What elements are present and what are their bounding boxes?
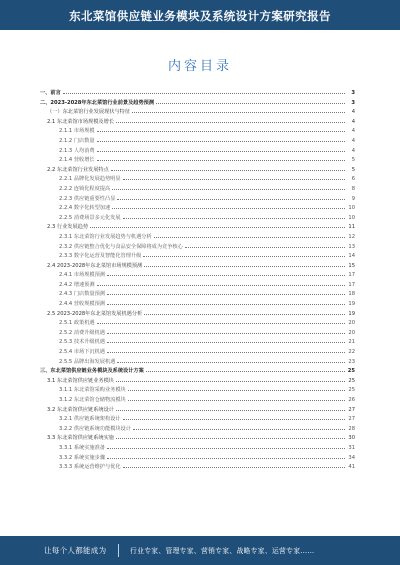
toc-leader-dots — [112, 184, 345, 190]
toc-page-number: 19 — [348, 301, 355, 308]
toc-leader-dots — [117, 357, 345, 363]
toc-entry-text: 2.5.3 技术升级机遇 — [59, 339, 105, 346]
toc-entry-text: 3.2.2 供应链系统功能模块设计 — [59, 425, 131, 432]
toc-page-number: 3 — [351, 90, 355, 96]
toc-entry-text: 二、2023-2028年东北菜馆行业前景及趋势预测 — [40, 99, 155, 106]
toc-entry[interactable] — [40, 126, 355, 136]
toc-entry-text: 2.2.2 连锁化程度提高 — [59, 185, 111, 192]
toc-page-number: 20 — [348, 320, 355, 327]
toc-entry[interactable] — [40, 261, 355, 271]
toc-page-number: 8 — [351, 185, 355, 192]
toc-entry[interactable] — [40, 443, 355, 453]
toc-entry-text: 2.5.4 市场下沉机遇 — [59, 349, 105, 356]
toc-page-number: 4 — [351, 137, 355, 144]
toc-entry-text: 3.3 东北菜馆供应链系统实施 — [47, 435, 114, 442]
toc-page-number: 18 — [348, 291, 355, 298]
toc-entry[interactable] — [40, 222, 355, 232]
toc-leader-dots — [154, 232, 345, 238]
toc-leader-dots — [133, 424, 345, 430]
toc-entry[interactable] — [40, 213, 355, 223]
toc-entry-text: 2.1 东北菜馆市场规模及增长 — [47, 118, 114, 125]
toc-page-number: 6 — [351, 176, 355, 183]
toc-entry[interactable] — [40, 424, 355, 434]
toc-leader-dots — [144, 309, 345, 315]
toc-page-number: 25 — [348, 387, 355, 394]
toc-page-number: 20 — [348, 329, 355, 336]
toc-entry-text: 2.2.1 品牌化发展趋势明显 — [59, 176, 121, 183]
toc-entry-text: 2.4.3 门店数量预测 — [59, 291, 105, 298]
toc-leader-dots — [97, 136, 345, 142]
toc-entry-text: 2.3.3 数字化运营及智能化管理升级 — [59, 253, 142, 260]
toc-entry[interactable] — [40, 232, 355, 242]
toc-leader-dots — [144, 261, 345, 267]
toc-entry[interactable] — [40, 299, 355, 309]
toc-page-number: 41 — [348, 464, 355, 471]
toc-leader-dots — [143, 251, 345, 257]
toc-entry[interactable] — [40, 88, 355, 98]
toc-entry[interactable] — [40, 347, 355, 357]
toc-entry[interactable] — [40, 337, 355, 347]
header-banner — [0, 0, 400, 30]
toc-entry-text: 2.3 行业发展趋势 — [47, 224, 89, 231]
table-of-contents — [40, 88, 355, 472]
toc-entry-text: 2.5.1 政策机遇 — [59, 320, 95, 327]
toc-page-number: 15 — [348, 262, 355, 269]
toc-leader-dots — [63, 88, 345, 94]
toc-entry[interactable] — [40, 270, 355, 280]
toc-page-number: 28 — [348, 425, 355, 432]
toc-entry-text: 3.3.2 系统实施步骤 — [59, 454, 105, 461]
report-title: 东北菜馆供应链业务模块及系统设计方案研究报告 — [69, 9, 331, 23]
toc-page-number: 25 — [348, 377, 355, 384]
toc-entry[interactable] — [40, 433, 355, 443]
toc-page-number: 26 — [348, 397, 355, 403]
toc-entry[interactable] — [40, 98, 355, 108]
toc-leader-dots — [97, 155, 345, 161]
toc-leader-dots — [107, 328, 345, 334]
toc-entry-text: 2.1.2 门店数量 — [59, 137, 95, 144]
toc-page-number: 27 — [348, 406, 355, 413]
toc-entry-text: 2.5.5 品牌出海发展机遇 — [59, 358, 116, 365]
toc-leader-dots — [107, 299, 345, 305]
toc-leader-dots — [97, 280, 345, 286]
toc-page-number: 23 — [348, 358, 355, 365]
toc-page-number: 5 — [351, 166, 355, 173]
footer-slogan: 让每个人都能成为 — [44, 546, 107, 555]
toc-entry-text: 2.3.2 供应链整合优化与食品安全保障将成为竞争核心 — [59, 243, 183, 250]
toc-leader-dots — [146, 366, 345, 372]
toc-entry-text: 2.4.4 营收规模预测 — [59, 301, 105, 308]
toc-entry[interactable] — [40, 289, 355, 299]
toc-entry-text: 三、东北菜馆供应链业务模块及系统设计方案 — [40, 368, 144, 375]
toc-entry[interactable] — [40, 385, 355, 395]
toc-leader-dots — [123, 174, 345, 180]
toc-page-number: 31 — [348, 444, 355, 451]
toc-page-number: 13 — [348, 243, 355, 250]
toc-entry[interactable] — [40, 184, 355, 194]
toc-entry-text: 2.3.1 东北菜馆行业发展趋势与机遇分析 — [59, 233, 152, 240]
toc-entry-text: 2.4.2 增速预测 — [59, 281, 95, 288]
toc-leader-dots — [123, 213, 345, 219]
toc-leader-dots — [185, 242, 345, 248]
toc-page-number: 17 — [348, 281, 355, 288]
toc-page-number: 25 — [347, 368, 355, 375]
toc-heading: 内容目录 — [167, 59, 232, 74]
toc-entry[interactable] — [40, 242, 355, 252]
toc-entry-text: 2.5 2023-2028年东北菜馆发展机遇分析 — [47, 310, 143, 317]
toc-leader-dots — [97, 126, 345, 132]
toc-page-number: 27 — [348, 416, 355, 423]
toc-page-number: 5 — [351, 157, 355, 164]
footer-banner — [0, 536, 400, 565]
toc-page-number: 34 — [348, 454, 355, 461]
toc-page-number: 4 — [351, 147, 355, 154]
toc-entry[interactable] — [40, 453, 355, 463]
toc-entry-text: 3.1 东北菜馆供应链业务模块 — [47, 377, 114, 384]
toc-entry[interactable] — [40, 194, 355, 204]
toc-leader-dots — [97, 318, 345, 324]
toc-page-number: 12 — [348, 233, 355, 240]
footer-tagline: 行业专家、管理专家、营销专家、战略专家、运营专家…… — [130, 547, 315, 555]
toc-leader-dots — [107, 289, 345, 295]
toc-entry[interactable] — [40, 462, 355, 472]
toc-entry-text: 2.2.3 供应链重要性凸显 — [59, 195, 116, 202]
toc-entry[interactable] — [40, 395, 355, 405]
toc-page-number: 14 — [348, 253, 355, 260]
toc-entry-text: 2.4.1 市场规模预测 — [59, 272, 105, 279]
toc-entry[interactable] — [40, 405, 355, 415]
toc-entry-text: 2.2.5 消费场景多元化发展 — [59, 214, 121, 221]
toc-entry[interactable] — [40, 357, 355, 367]
toc-page-number: 3 — [351, 99, 355, 106]
toc-entry-text: 2.1.3 人均消费 — [59, 147, 95, 154]
toc-leader-dots — [132, 107, 345, 113]
toc-entry[interactable] — [40, 328, 355, 338]
toc-leader-dots — [128, 385, 345, 391]
toc-entry-text: 一、前言 — [40, 90, 61, 96]
toc-leader-dots — [107, 443, 345, 449]
toc-leader-dots — [156, 98, 345, 104]
toc-entry[interactable] — [40, 203, 355, 213]
toc-page-number: 4 — [351, 118, 355, 125]
toc-page-number: 19 — [348, 310, 355, 317]
toc-page-number: 22 — [348, 349, 355, 356]
toc-leader-dots — [90, 222, 345, 228]
footer-divider — [118, 544, 119, 557]
toc-leader-dots — [123, 414, 345, 420]
toc-leader-dots — [112, 203, 345, 209]
toc-page-number: 10 — [348, 205, 355, 212]
toc-entry[interactable] — [40, 155, 355, 165]
toc-entry[interactable] — [40, 366, 355, 376]
toc-entry[interactable] — [40, 117, 355, 127]
toc-leader-dots — [116, 117, 345, 123]
toc-leader-dots — [116, 376, 345, 382]
toc-entry[interactable] — [40, 107, 355, 117]
toc-entry[interactable] — [40, 280, 355, 290]
toc-leader-dots — [116, 433, 345, 439]
toc-leader-dots — [123, 462, 345, 468]
toc-entry[interactable] — [40, 174, 355, 184]
toc-entry-text: 3.2 东北菜馆供应链系统设计 — [47, 406, 114, 413]
toc-page-number: 4 — [351, 128, 355, 135]
toc-entry-text: 2.5.2 消费升级机遇 — [59, 329, 105, 336]
toc-leader-dots — [107, 453, 345, 459]
toc-leader-dots — [116, 405, 345, 411]
toc-page-number: 10 — [348, 214, 355, 221]
toc-leader-dots — [128, 395, 345, 401]
toc-entry-text: 3.1.2 东北菜馆仓储物流模块 — [59, 397, 126, 403]
toc-entry-text: 3.3.3 系统运营维护与优化 — [59, 464, 121, 471]
toc-leader-dots — [107, 270, 345, 276]
toc-page-number: 17 — [348, 272, 355, 279]
toc-page-number: 4 — [351, 109, 355, 116]
toc-leader-dots — [97, 146, 345, 152]
toc-entry[interactable] — [40, 414, 355, 424]
toc-page-number: 21 — [348, 339, 355, 346]
toc-page-number: 11 — [348, 224, 355, 231]
toc-entry[interactable] — [40, 318, 355, 328]
toc-entry[interactable] — [40, 146, 355, 156]
toc-entry-text: 2.4 2023-2028年东北菜馆市场规模预测 — [47, 262, 143, 269]
toc-entry-text: 2.1.4 营收增长 — [59, 157, 95, 164]
toc-entry[interactable] — [40, 136, 355, 146]
toc-leader-dots — [107, 337, 345, 343]
toc-entry-text: 3.1.1 东北菜馆采购业务模块 — [59, 387, 126, 394]
toc-page-number: 30 — [348, 435, 355, 442]
toc-entry[interactable] — [40, 376, 355, 386]
toc-entry-text: （一）东北菜馆行业发展现状与特征 — [47, 109, 131, 116]
toc-entry-text: 2.2 东北菜馆行业发展特点 — [47, 166, 109, 173]
toc-entry[interactable] — [40, 165, 355, 175]
toc-page-number: 9 — [351, 195, 355, 202]
toc-entry-text: 2.2.4 数字化转型加速 — [59, 205, 111, 212]
toc-entry[interactable] — [40, 251, 355, 261]
toc-leader-dots — [117, 194, 345, 200]
toc-entry[interactable] — [40, 309, 355, 319]
toc-entry-text: 3.2.1 供应链系统架构设计 — [59, 416, 121, 423]
toc-leader-dots — [111, 165, 345, 171]
toc-entry-text: 2.1.1 市场规模 — [59, 128, 95, 135]
toc-entry-text: 3.3.1 系统实施准备 — [59, 444, 105, 451]
toc-leader-dots — [107, 347, 345, 353]
